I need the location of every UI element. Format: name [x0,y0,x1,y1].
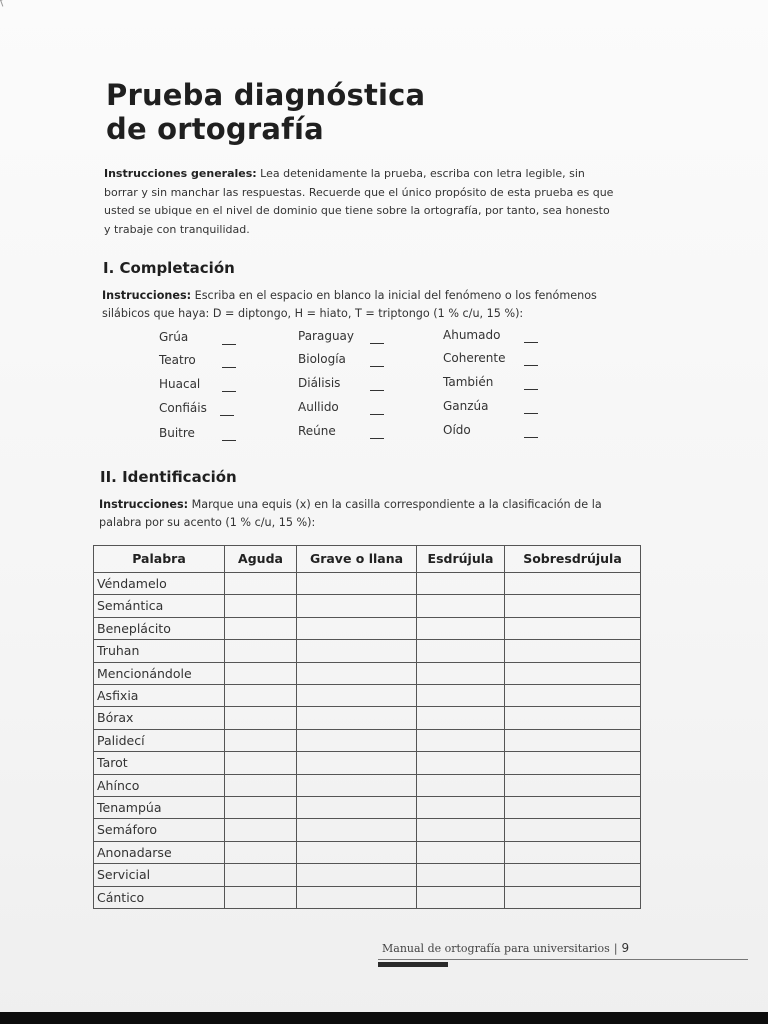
completion-word: Oído [443,423,471,437]
answer-cell[interactable] [505,707,641,729]
completion-word-grid [158,328,558,448]
table-row [94,819,641,841]
table-row [94,841,641,863]
answer-cell[interactable] [505,819,641,841]
answer-cell[interactable] [225,864,297,886]
answer-cell[interactable] [225,707,297,729]
answer-cell[interactable] [417,707,505,729]
answer-cell[interactable] [505,729,641,751]
answer-cell[interactable] [225,841,297,863]
page-title [106,78,425,146]
answer-cell[interactable] [225,752,297,774]
scan-bottom-edge [0,1012,768,1024]
answer-cell[interactable] [505,797,641,819]
answer-cell[interactable] [417,797,505,819]
table-row [94,573,641,595]
column-header-sobresdrujula: Sobresdrújula [505,546,641,573]
answer-cell[interactable] [297,752,417,774]
word-cell: Beneplácito [94,617,225,639]
answer-cell[interactable] [505,617,641,639]
answer-cell[interactable] [505,640,641,662]
word-cell: Truhan [94,640,225,662]
answer-cell[interactable] [505,864,641,886]
answer-blank[interactable] [370,414,384,415]
word-cell: Cántico [94,886,225,908]
word-cell: Semántica [94,595,225,617]
answer-cell[interactable] [297,617,417,639]
word-cell: Anonadarse [94,841,225,863]
column-header-palabra: Palabra [94,546,225,573]
answer-cell[interactable] [297,729,417,751]
answer-blank[interactable] [220,415,234,416]
word-cell: Asfixia [94,685,225,707]
footer-book-title: Manual de ortografía para universitarios [382,942,610,955]
completion-word: Biología [298,352,346,366]
word-cell: Véndamelo [94,573,225,595]
word-cell: Bórax [94,707,225,729]
answer-cell[interactable] [297,864,417,886]
answer-cell[interactable] [297,595,417,617]
answer-cell[interactable] [417,819,505,841]
answer-cell[interactable] [297,774,417,796]
answer-cell[interactable] [225,685,297,707]
completion-word: Huacal [159,377,201,391]
answer-cell[interactable] [297,573,417,595]
answer-cell[interactable] [225,640,297,662]
table-row [94,685,641,707]
answer-blank[interactable] [370,366,384,367]
completion-word: Ahumado [443,328,501,342]
answer-cell[interactable] [505,841,641,863]
table-header-row [94,546,641,573]
answer-cell[interactable] [417,662,505,684]
answer-cell[interactable] [297,797,417,819]
completion-word: Diálisis [298,376,341,390]
footer-separator: | [613,942,618,955]
answer-cell[interactable] [417,886,505,908]
answer-cell[interactable] [225,774,297,796]
answer-blank[interactable] [524,342,538,343]
completion-word: Ganzúa [443,399,489,413]
answer-cell[interactable] [297,707,417,729]
answer-cell[interactable] [225,662,297,684]
table-row [94,662,641,684]
general-instructions [104,165,619,239]
word-cell: Tenampúa [94,797,225,819]
answer-cell[interactable] [297,662,417,684]
answer-blank[interactable] [370,390,384,391]
answer-blank[interactable] [370,438,384,439]
table-row [94,640,641,662]
answer-cell[interactable] [417,774,505,796]
section-1-instructions-text: Escriba en el espacio en blanco la inicial del fenómeno o los fenómenos silábicos que haya: D = diptongo, H = hiato, T = triptongo (1 % c/u, 15 %): [102,289,597,320]
table-row [94,729,641,751]
answer-cell[interactable] [505,774,641,796]
general-instructions-text: Lea detenidamente la prueba, escriba con letra legible, sin borrar y sin manchar las respuestas. Recuerde que el único propósito de esta prueba es que usted se ubique en el nivel de dominio que tiene sobre la ortografía, por tanto, sea honesto y trabaje con tranquilidad. [104,167,614,236]
answer-cell[interactable] [417,864,505,886]
answer-cell[interactable] [225,595,297,617]
answer-cell[interactable] [417,685,505,707]
word-cell: Tarot [94,752,225,774]
word-cell: Mencionándole [94,662,225,684]
completion-word: Confiáis [159,401,207,415]
answer-blank[interactable] [524,365,538,366]
answer-blank[interactable] [524,437,538,438]
footer-accent-bar [378,962,448,967]
word-cell: Ahínco [94,774,225,796]
answer-cell[interactable] [505,886,641,908]
completion-word: Teatro [159,353,196,367]
section-1-title: I. Completación [103,259,235,277]
page-number: 9 [621,941,630,955]
answer-cell[interactable] [505,595,641,617]
table-row [94,864,641,886]
title-line-2: de ortografía [106,112,324,146]
answer-cell[interactable] [417,617,505,639]
answer-blank[interactable] [370,343,384,344]
answer-cell[interactable] [297,841,417,863]
table-row [94,617,641,639]
answer-cell[interactable] [417,729,505,751]
answer-cell[interactable] [297,685,417,707]
word-cell: Semáforo [94,819,225,841]
page-footer [382,941,629,955]
section-2-title: II. Identificación [100,468,237,486]
section-2-instructions [99,496,629,531]
answer-blank[interactable] [524,389,538,390]
answer-cell[interactable] [417,595,505,617]
answer-cell[interactable] [225,617,297,639]
answer-cell[interactable] [225,573,297,595]
table-row [94,595,641,617]
table-row [94,774,641,796]
page-corner-mark [0,0,9,7]
word-cell: Palidecí [94,729,225,751]
table-row [94,707,641,729]
table-row [94,797,641,819]
answer-blank[interactable] [222,367,236,368]
answer-cell[interactable] [225,797,297,819]
completion-word: Reúne [298,424,336,438]
answer-blank[interactable] [222,391,236,392]
section-1-instructions-label: Instrucciones: [102,289,192,302]
answer-cell[interactable] [417,841,505,863]
answer-cell[interactable] [225,729,297,751]
answer-cell[interactable] [417,573,505,595]
accent-classification-table [93,545,641,909]
answer-cell[interactable] [505,662,641,684]
answer-blank[interactable] [524,413,538,414]
answer-blank[interactable] [222,440,236,441]
column-header-aguda: Aguda [225,546,297,573]
answer-blank[interactable] [222,344,236,345]
answer-cell[interactable] [417,752,505,774]
table-row [94,752,641,774]
section-1-instructions [102,287,614,322]
title-line-1: Prueba diagnóstica [106,78,426,112]
general-instructions-label: Instrucciones generales: [104,167,257,180]
completion-word: Coherente [443,351,506,365]
answer-cell[interactable] [505,752,641,774]
answer-cell[interactable] [297,819,417,841]
completion-word: Paraguay [298,329,355,343]
section-2-instructions-label: Instrucciones: [99,498,189,511]
answer-cell[interactable] [505,573,641,595]
answer-cell[interactable] [225,819,297,841]
answer-cell[interactable] [225,886,297,908]
answer-cell[interactable] [297,640,417,662]
completion-word: Aullido [298,400,339,414]
completion-word: Grúa [159,330,189,344]
column-header-esdrujula: Esdrújula [417,546,505,573]
completion-word: También [443,375,494,389]
answer-cell[interactable] [417,640,505,662]
table-row [94,886,641,908]
answer-cell[interactable] [297,886,417,908]
column-header-grave: Grave o llana [297,546,417,573]
footer-rule [378,959,748,960]
completion-word: Buitre [159,426,195,440]
section-2-instructions-text: Marque una equis (x) en la casilla correspondiente a la clasificación de la palabra por su acento (1 % c/u, 15 %): [99,498,602,529]
word-cell: Servicial [94,864,225,886]
answer-cell[interactable] [505,685,641,707]
